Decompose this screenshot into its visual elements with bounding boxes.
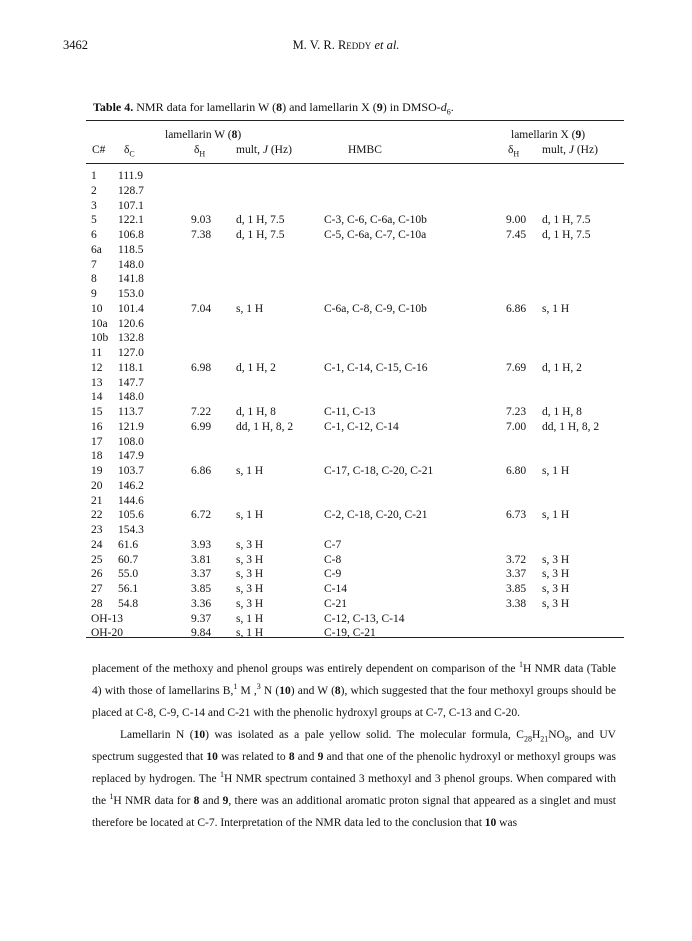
mult-x-cell: dd, 1 H, 8, 2 (542, 420, 600, 433)
group-w-num: 8 (231, 129, 238, 141)
delta-c-cell: 120.6 (118, 317, 144, 330)
delta-c-cell: 148.0 (118, 258, 144, 271)
caption-end: . (450, 100, 454, 114)
mult-w-cell: s, 3 H (236, 553, 264, 566)
delta-c-cell: 54.8 (118, 597, 139, 610)
delta-h-symbol: δ (194, 144, 200, 156)
delta-h-x-cell: 3.37 (506, 568, 527, 581)
p2-t11: and (199, 795, 223, 807)
group-w-label: lamellarin W ( (165, 129, 232, 141)
mult-text: mult, (236, 144, 263, 156)
p2-b4: 9 (317, 751, 324, 763)
delta-c-cell: 105.6 (118, 509, 144, 522)
carbon-number-cell: 15 (91, 406, 103, 418)
caption-compound-1: 8 (276, 100, 283, 114)
table-row (0, 391, 692, 406)
group-header-lamellarin-x (511, 129, 585, 141)
delta-c-cell: 111.9 (118, 170, 144, 182)
p2-b2: 10 (206, 751, 218, 763)
mult-unit: (Hz) (267, 144, 292, 156)
carbon-number-cell: 21 (91, 494, 103, 507)
p2-t3: H (531, 729, 541, 741)
table-row (0, 480, 692, 495)
carbon-number-cell: 25 (91, 553, 103, 566)
table-row (0, 259, 692, 274)
mult-x-cell: d, 1 H, 8 (542, 406, 582, 418)
hmbc-cell: C-8 (324, 553, 342, 566)
delta-h-x-cell: 6.73 (506, 509, 527, 522)
mult-x-cell: s, 3 H (542, 597, 570, 610)
mult-w-cell: d, 1 H, 2 (236, 361, 276, 374)
delta-h-w-cell: 9.84 (191, 627, 212, 640)
authors-smallcaps: Reddy (337, 38, 372, 52)
hmbc-cell: C-9 (324, 568, 342, 581)
column-header-c: C# (92, 144, 106, 156)
table-row (0, 214, 692, 229)
authors-suffix: et al. (371, 38, 400, 52)
delta-h-w-cell: 6.86 (191, 465, 212, 477)
p2-b3: 8 (288, 751, 295, 763)
delta-c-cell: 103.7 (118, 465, 144, 477)
delta-c-cell: 118.1 (118, 361, 144, 374)
mult-w-cell: s, 1 H (236, 627, 264, 640)
table-row (0, 524, 692, 539)
table-row (0, 495, 692, 510)
delta-h-x-cell: 3.72 (506, 553, 527, 566)
caption-solvent-sub: 6 (446, 107, 451, 117)
table-header-rule (86, 163, 624, 164)
hmbc-cell: C-14 (324, 583, 347, 595)
mult2-j: J (568, 144, 574, 156)
paragraph-placement (92, 658, 616, 724)
p1-t4: N ( (260, 685, 280, 697)
carbon-number-cell: 23 (91, 524, 103, 536)
carbon-number-cell: 13 (91, 376, 103, 389)
delta-h-w-cell: 6.98 (191, 361, 212, 374)
table-row (0, 421, 692, 436)
mult-j: J (262, 144, 268, 156)
p1-b1: 10 (279, 685, 291, 697)
carbon-number-cell: 10b (91, 332, 109, 345)
mult-x-cell: d, 1 H, 7.5 (542, 214, 591, 227)
carbon-number-cell: 27 (91, 583, 103, 595)
table-row (0, 583, 692, 598)
table-row (0, 509, 692, 524)
delta-h-x-cell: 7.00 (506, 420, 527, 433)
delta-c-cell: 153.0 (118, 288, 144, 300)
table-row (0, 303, 692, 318)
carbon-number-cell: 3 (91, 199, 97, 212)
group-x-label: lamellarin X ( (511, 129, 576, 141)
delta-c-cell: 127.0 (118, 347, 144, 359)
mult-x-cell: s, 3 H (542, 553, 570, 566)
delta-h-x-cell: 7.23 (506, 406, 527, 418)
table-row (0, 465, 692, 480)
p2-t7: and (294, 751, 318, 763)
carbon-number-cell: 18 (91, 450, 103, 463)
column-header-delta-c (124, 144, 135, 159)
p2-f2: 21 (540, 734, 549, 744)
delta-c-cell: 132.8 (118, 332, 144, 345)
carbon-number-cell: 6a (91, 243, 102, 256)
authors-prefix: M. V. R. (292, 38, 338, 52)
p2-s2: 1 (109, 792, 114, 802)
mult2-text: mult, (542, 144, 569, 156)
mult-w-cell: s, 1 H (236, 465, 264, 477)
delta-c-cell: 101.4 (118, 302, 144, 315)
carbon-number-cell: 16 (91, 420, 103, 433)
table-row (0, 450, 692, 465)
column-header-mult-x (542, 144, 598, 156)
running-header-authors (0, 38, 692, 53)
table-row (0, 170, 692, 185)
table-row (0, 200, 692, 215)
table-row (0, 554, 692, 569)
table-row (0, 627, 692, 642)
table-row (0, 568, 692, 583)
hmbc-cell: C-5, C-6a, C-7, C-10a (324, 229, 427, 241)
carbon-number-cell: 2 (91, 184, 97, 197)
caption-solvent-d: d (440, 100, 447, 114)
hmbc-cell: C-12, C-13, C-14 (324, 612, 405, 625)
mult-w-cell: d, 1 H, 7.5 (236, 229, 285, 241)
hmbc-cell: C-1, C-12, C-14 (324, 420, 399, 433)
group-header-lamellarin-w (165, 129, 241, 141)
table-caption (93, 100, 454, 115)
p2-f1: 28 (523, 734, 532, 744)
p2-t6: was related to (217, 751, 289, 763)
delta-c-cell: 56.1 (118, 583, 139, 595)
mult2-unit: (Hz) (573, 144, 598, 156)
carbon-number-cell: 12 (91, 361, 103, 374)
delta-c-cell: 147.9 (118, 450, 144, 463)
mult-x-cell: s, 3 H (542, 583, 570, 595)
p2-t12: , there was an additional aromatic proton signal that appeared as a singlet and must therefore be located at C-7. Interpretation of the NMR data led to the conclusion that (92, 795, 616, 829)
mult-x-cell: s, 1 H (542, 509, 570, 522)
delta-h-x-cell: 3.38 (506, 597, 527, 610)
mult-x-cell: s, 1 H (542, 302, 570, 315)
delta-c-cell: 118.5 (118, 243, 144, 256)
delta-h2-sub: H (513, 149, 520, 159)
delta-h-sub: H (199, 149, 206, 159)
p1-t2: H NMR data (Table 4) with those of lamellarins B, (92, 663, 616, 697)
carbon-number-cell: 10 (91, 302, 103, 315)
mult-w-cell: s, 1 H (236, 302, 264, 315)
carbon-number-cell: OH-20 (91, 627, 123, 640)
delta-c-sub: C (129, 149, 135, 159)
mult-w-cell: s, 1 H (236, 509, 264, 522)
column-header-delta-h (194, 144, 206, 159)
carbon-number-cell: 8 (91, 273, 97, 286)
p1-t1: placement of the methoxy and phenol groups was entirely dependent on comparison of the (92, 663, 519, 675)
delta-h-w-cell: 7.22 (191, 406, 212, 418)
table-row (0, 318, 692, 333)
p1-s1: 1 (518, 660, 523, 670)
mult-x-cell: d, 1 H, 2 (542, 361, 582, 374)
column-header-mult (236, 144, 292, 156)
mult-w-cell: s, 3 H (236, 568, 264, 581)
hmbc-cell: C-2, C-18, C-20, C-21 (324, 509, 428, 522)
carbon-number-cell: 9 (91, 288, 97, 300)
delta-c-cell: 121.9 (118, 420, 144, 433)
carbon-number-cell: 5 (91, 214, 97, 227)
carbon-number-cell: 24 (91, 538, 103, 551)
carbon-number-cell: 17 (91, 435, 103, 448)
table-row (0, 229, 692, 244)
page-number: 3462 (63, 38, 88, 52)
caption-text-2: ) and lamellarin X ( (282, 100, 377, 114)
hmbc-cell: C-17, C-18, C-20, C-21 (324, 465, 434, 477)
mult-w-cell: d, 1 H, 7.5 (236, 214, 285, 227)
p2-f3: 8 (564, 734, 569, 744)
table-row (0, 436, 692, 451)
p2-t1: Lamellarin N ( (120, 729, 194, 741)
p2-b1: 10 (193, 729, 206, 741)
delta-h-x-cell: 7.45 (506, 229, 527, 241)
mult-w-cell: s, 3 H (236, 538, 264, 551)
mult-x-cell: d, 1 H, 7.5 (542, 229, 591, 241)
carbon-number-cell: 7 (91, 258, 97, 271)
caption-compound-2: 9 (376, 100, 383, 114)
p1-t5: ) and W ( (290, 685, 335, 697)
hmbc-cell: C-6a, C-8, C-9, C-10b (324, 302, 427, 315)
hmbc-cell: C-3, C-6, C-6a, C-10b (324, 214, 427, 227)
carbon-number-cell: 10a (91, 317, 108, 330)
p2-t4: NO (548, 729, 565, 741)
p1-b2: 8 (334, 685, 341, 697)
carbon-number-cell: OH-13 (91, 612, 123, 625)
delta-h-w-cell: 6.72 (191, 509, 212, 522)
p2-b6: 9 (222, 795, 229, 807)
mult-w-cell: s, 3 H (236, 583, 264, 595)
mult-w-cell: s, 3 H (236, 597, 264, 610)
mult-w-cell: d, 1 H, 8 (236, 406, 276, 418)
p2-b7: 10 (484, 817, 497, 829)
column-header-hmbc: HMBC (348, 144, 382, 156)
column-header-delta-h-x (508, 144, 520, 159)
table-row (0, 288, 692, 303)
carbon-number-cell: 1 (91, 170, 97, 182)
delta-h-w-cell: 7.38 (191, 229, 212, 241)
delta-c-symbol: δ (124, 144, 130, 156)
delta-h-x-cell: 3.85 (506, 583, 527, 595)
carbon-number-cell: 19 (91, 465, 103, 477)
p2-t9: H NMR spectrum contained 3 methoxyl and 3 phenol groups. When compared with the (92, 773, 617, 807)
carbon-number-cell: 20 (91, 479, 103, 492)
delta-c-cell: 154.3 (118, 524, 144, 536)
delta-c-cell: 141.8 (118, 273, 144, 286)
table-row (0, 332, 692, 347)
p2-b5: 8 (193, 795, 200, 807)
delta-c-cell: 128.7 (118, 184, 144, 197)
table-row (0, 613, 692, 628)
group-x-num: 9 (575, 129, 582, 141)
p1-s3: 3 (256, 682, 261, 692)
p2-t2: ) was isolated as a pale yellow solid. The molecular formula, C (205, 729, 524, 741)
group-w-close: ) (237, 129, 242, 141)
mult-x-cell: s, 1 H (542, 465, 570, 477)
table-row (0, 273, 692, 288)
delta-c-cell: 106.8 (118, 229, 144, 241)
delta-h2-symbol: δ (508, 144, 514, 156)
mult-w-cell: dd, 1 H, 8, 2 (236, 420, 294, 433)
delta-h-w-cell: 3.81 (191, 553, 212, 566)
caption-label: Table 4. (93, 100, 134, 114)
carbon-number-cell: 6 (91, 229, 97, 241)
caption-text-1: NMR data for lamellarin W ( (133, 100, 277, 114)
delta-h-x-cell: 7.69 (506, 361, 527, 374)
mult-x-cell: s, 3 H (542, 568, 570, 581)
table-row (0, 377, 692, 392)
carbon-number-cell: 22 (91, 509, 103, 522)
mult-w-cell: s, 1 H (236, 612, 264, 625)
delta-c-cell: 61.6 (118, 538, 139, 551)
delta-h-w-cell: 7.04 (191, 302, 212, 315)
table-row (0, 539, 692, 554)
p2-t5: , and UV spectrum suggested that (92, 729, 616, 763)
delta-c-cell: 122.1 (118, 214, 144, 227)
p1-t6: ), which suggested that the four methoxyl groups should be placed at C-8, C-9, C-14 and C-21 with the phenolic hydroxyl groups at C-7, C-13 and C-20. (92, 685, 616, 719)
table-row (0, 406, 692, 421)
delta-h-x-cell: 9.00 (506, 214, 527, 227)
delta-c-cell: 60.7 (118, 553, 139, 566)
delta-h-w-cell: 3.36 (191, 597, 212, 610)
p1-s2: 1 (233, 682, 238, 692)
hmbc-cell: C-19, C-21 (324, 627, 376, 640)
delta-h-w-cell: 3.37 (191, 568, 212, 581)
delta-c-cell: 148.0 (118, 391, 144, 404)
carbon-number-cell: 11 (91, 347, 103, 359)
delta-h-w-cell: 3.85 (191, 583, 212, 595)
caption-text-3: ) in DMSO- (382, 100, 441, 114)
delta-h-w-cell: 9.37 (191, 612, 212, 625)
table-top-rule (86, 120, 624, 121)
p2-t10: H NMR data for (113, 795, 194, 807)
delta-c-cell: 108.0 (118, 435, 144, 448)
group-x-close: ) (581, 129, 586, 141)
p2-s1: 1 (219, 770, 224, 780)
hmbc-cell: C-7 (324, 538, 342, 551)
delta-c-cell: 146.2 (118, 479, 144, 492)
table-row (0, 362, 692, 377)
table-row (0, 185, 692, 200)
delta-h-x-cell: 6.80 (506, 465, 527, 477)
delta-h-w-cell: 6.99 (191, 420, 212, 433)
delta-c-cell: 55.0 (118, 568, 139, 581)
hmbc-cell: C-21 (324, 597, 347, 610)
hmbc-cell: C-11, C-13 (324, 406, 376, 418)
delta-c-cell: 107.1 (118, 199, 144, 212)
table-row (0, 347, 692, 362)
delta-h-w-cell: 3.93 (191, 538, 212, 551)
carbon-number-cell: 14 (91, 391, 103, 404)
delta-c-cell: 144.6 (118, 494, 144, 507)
delta-h-w-cell: 9.03 (191, 214, 212, 227)
paragraph-lamellarin-n (92, 724, 616, 834)
carbon-number-cell: 28 (91, 597, 103, 610)
table-row (0, 598, 692, 613)
p2-t8: and that one of the phenolic hydroxyl or methoxyl groups was replaced by hydrogen. The (92, 751, 616, 785)
delta-c-cell: 113.7 (118, 406, 144, 418)
carbon-number-cell: 26 (91, 568, 103, 581)
p2-t13: was (496, 817, 518, 829)
delta-c-cell: 147.7 (118, 376, 144, 389)
delta-h-x-cell: 6.86 (506, 302, 527, 315)
table-row (0, 244, 692, 259)
p1-t3: M , (237, 685, 257, 697)
hmbc-cell: C-1, C-14, C-15, C-16 (324, 361, 428, 374)
